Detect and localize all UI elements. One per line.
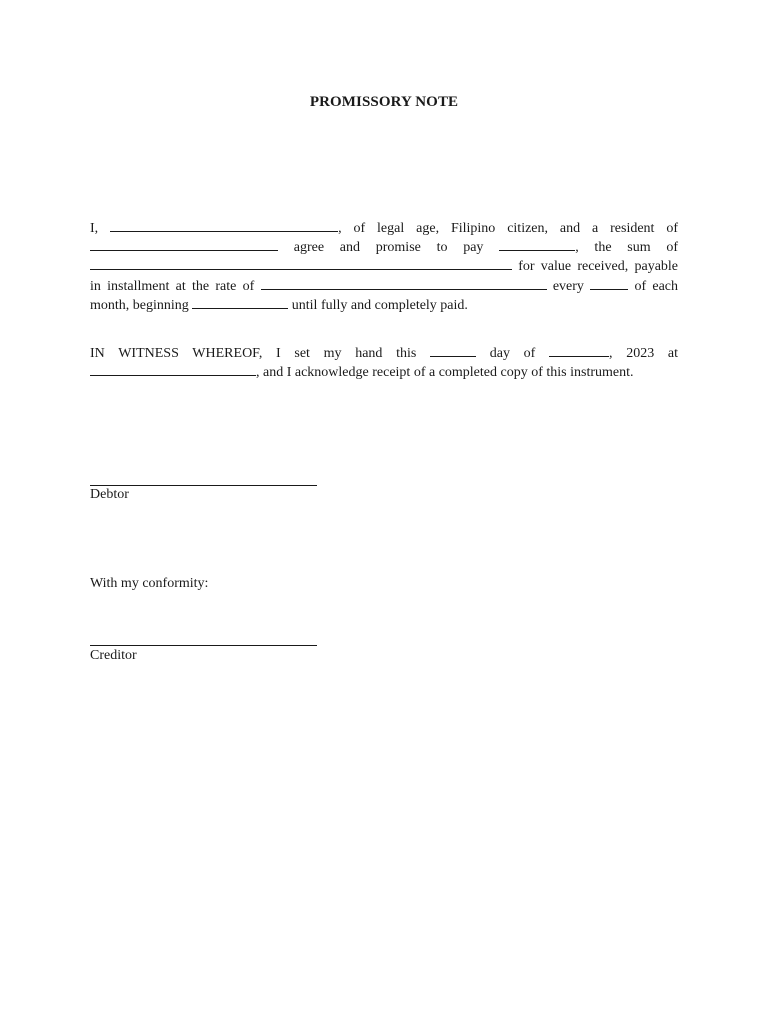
creditor-signature-line[interactable] (90, 645, 317, 646)
p2-text-2: day of (489, 346, 536, 361)
installment-rate-blank[interactable] (261, 277, 547, 290)
debtor-signature-line[interactable] (90, 485, 317, 486)
conformity-label: With my conformity: (90, 576, 209, 591)
p1-text-7: every (552, 278, 584, 294)
month-blank[interactable] (549, 344, 609, 357)
creditor-label: Creditor (90, 648, 137, 663)
p1-text-3: agree and promise to pay (293, 240, 484, 256)
debtor-name-blank[interactable] (110, 219, 338, 232)
promise-paragraph (90, 219, 678, 315)
every-blank[interactable] (590, 277, 628, 290)
p2-text-4: , and I acknowledge receipt of a completed copy of this instrument. (256, 365, 634, 381)
residence-blank[interactable] (90, 238, 278, 251)
p2-text-3: , 2023 at (609, 346, 679, 361)
sum-blank[interactable] (90, 257, 512, 270)
p1-text-1: I, (90, 221, 99, 236)
p1-text-6: payable in installment at the rate of (90, 259, 679, 294)
payee-blank[interactable] (499, 238, 575, 251)
p1-text-8: of each month, beginning (90, 278, 679, 313)
p1-text-2: , of legal age, Filipino citizen, and a resident of (338, 221, 679, 236)
document-title: PROMISSORY NOTE (309, 94, 459, 110)
p2-text-1: IN WITNESS WHEREOF, I set my hand this (90, 346, 417, 361)
p1-text-9: until fully and completely paid. (291, 297, 468, 313)
debtor-label: Debtor (90, 487, 129, 502)
place-blank[interactable] (90, 363, 256, 376)
p1-text-5: for value received, (518, 259, 629, 275)
witness-paragraph (90, 344, 678, 382)
p1-text-4: , the sum of (575, 240, 679, 256)
day-blank[interactable] (430, 344, 476, 357)
beginning-date-blank[interactable] (192, 296, 288, 309)
